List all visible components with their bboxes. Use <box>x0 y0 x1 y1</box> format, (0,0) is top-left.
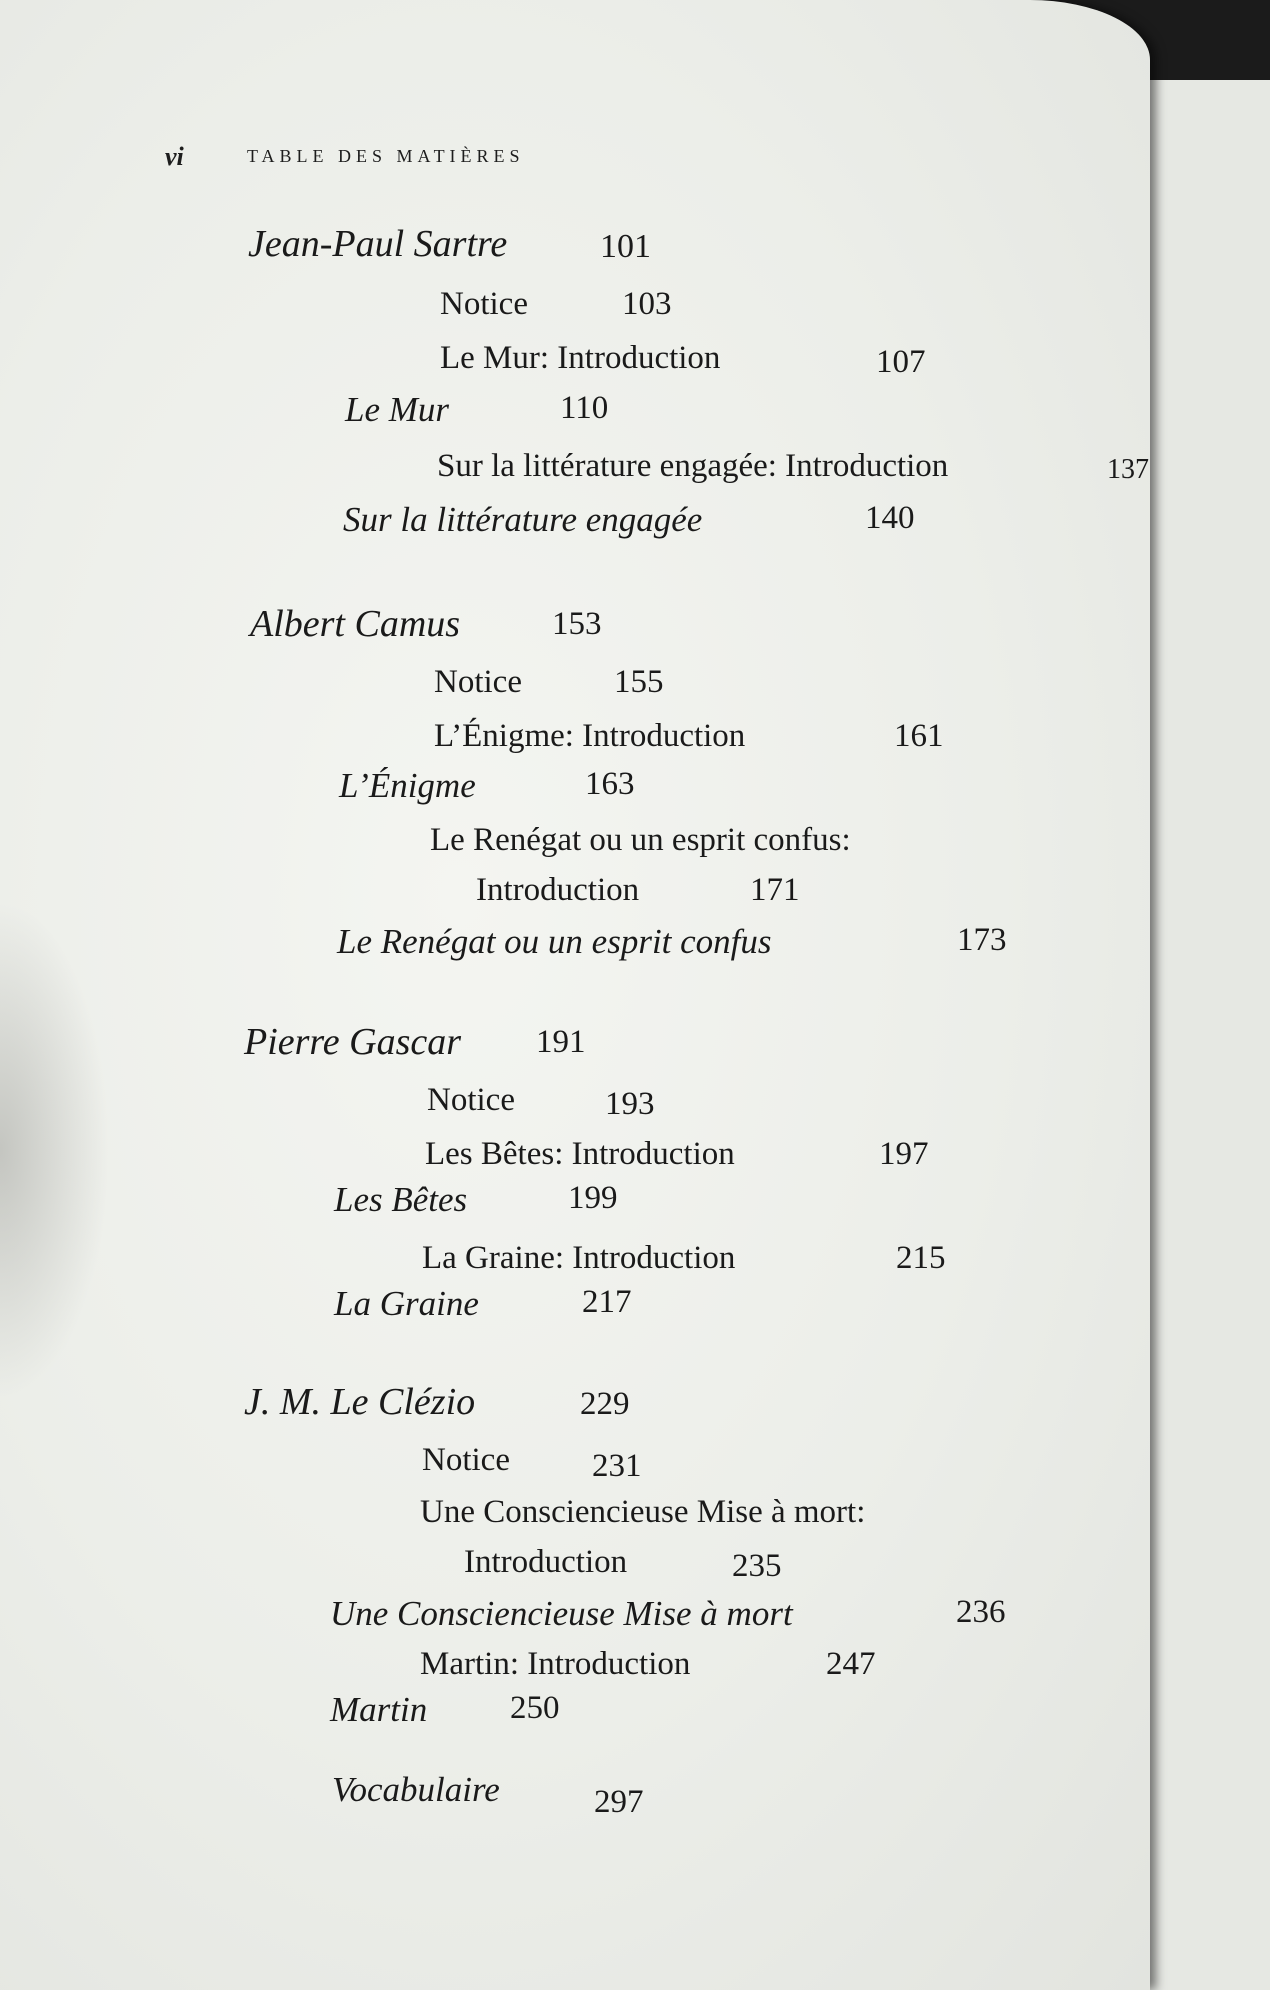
work-title: La Graine <box>334 1284 479 1323</box>
page-ref: 107 <box>876 344 926 380</box>
entry-label: Notice <box>440 286 528 322</box>
entry-label: Notice <box>434 664 522 700</box>
page-ref: 110 <box>560 390 609 426</box>
page-ref: 173 <box>957 922 1007 958</box>
entry-label: Martin: Introduction <box>420 1646 691 1682</box>
work-title: Le Mur <box>345 390 450 429</box>
author-name: J. M. Le Clézio <box>244 1381 476 1423</box>
page-ref: 235 <box>732 1548 782 1584</box>
work-title: Martin <box>330 1690 428 1729</box>
running-title: TABLE DES MATIÈRES <box>247 146 525 166</box>
toc-subentry <box>422 1240 946 1277</box>
entry-label: Sur la littérature engagée: Introduction <box>437 448 949 484</box>
work-title: Sur la littérature engagée <box>343 500 703 539</box>
toc-work-entry <box>330 1594 1006 1634</box>
page-ref: 140 <box>865 500 915 536</box>
page-ref: 217 <box>582 1284 632 1320</box>
entry-label: Notice <box>427 1082 515 1118</box>
page-ref: 137 <box>1107 454 1149 485</box>
entry-label: Le Mur: Introduction <box>440 340 721 376</box>
page-header <box>165 142 525 172</box>
toc-subentry <box>437 448 1149 485</box>
toc-author-entry <box>244 1380 630 1424</box>
page-ref: 163 <box>585 766 635 802</box>
entry-label: Introduction <box>464 1544 628 1580</box>
facing-page-edge <box>1140 80 1270 1990</box>
toc-work-entry <box>334 1284 632 1324</box>
toc-subentry <box>476 872 800 909</box>
toc-author-entry <box>248 222 651 266</box>
entry-label: Une Consciencieuse Mise à mort: <box>420 1494 866 1530</box>
page-ref: 191 <box>536 1024 586 1060</box>
toc-notice-entry <box>427 1082 655 1122</box>
work-title: Les Bêtes <box>334 1180 468 1219</box>
page-ref: 199 <box>568 1180 618 1216</box>
work-title: Vocabulaire <box>332 1770 500 1809</box>
page-ref: 101 <box>600 228 651 265</box>
page-ref: 229 <box>580 1386 630 1422</box>
toc-notice-entry <box>422 1442 642 1484</box>
author-name: Pierre Gascar <box>244 1021 462 1063</box>
page-ref: 155 <box>614 664 664 700</box>
page-ref: 297 <box>594 1784 644 1820</box>
page-ref: 161 <box>894 718 944 754</box>
page-ref: 103 <box>622 286 672 322</box>
page-shadow <box>0 900 110 1400</box>
toc-author-entry <box>244 1020 586 1064</box>
toc-notice-entry <box>434 664 664 701</box>
toc-work-entry <box>334 1180 618 1220</box>
toc-subentry <box>430 822 851 859</box>
toc-subentry <box>464 1544 782 1584</box>
page-ref: 247 <box>826 1646 876 1682</box>
toc-subentry <box>420 1646 876 1683</box>
toc-work-entry <box>339 766 635 806</box>
page-ref: 193 <box>605 1086 655 1122</box>
entry-label: La Graine: Introduction <box>422 1240 736 1276</box>
author-name: Albert Camus <box>250 603 461 645</box>
toc-subentry <box>434 718 944 755</box>
entry-label: Introduction <box>476 872 640 908</box>
entry-label: Le Renégat ou un esprit confus: <box>430 822 851 858</box>
page-ref: 153 <box>552 606 602 642</box>
toc-subentry <box>440 340 926 380</box>
work-title: Une Consciencieuse Mise à mort <box>330 1594 793 1633</box>
author-name: Jean-Paul Sartre <box>248 223 508 265</box>
toc-subentry <box>420 1494 865 1531</box>
entry-label: Notice <box>422 1442 510 1478</box>
entry-label: L’Énigme: Introduction <box>434 718 746 754</box>
toc-work-entry <box>345 390 609 430</box>
page-ref: 215 <box>896 1240 946 1276</box>
toc-work-entry <box>330 1690 560 1730</box>
entry-label: Les Bêtes: Introduction <box>425 1136 735 1172</box>
toc-work-entry <box>337 922 1007 962</box>
page-ref: 171 <box>750 872 800 908</box>
toc-vocabulaire-entry <box>332 1770 644 1820</box>
work-title: Le Renégat ou un esprit confus <box>337 922 772 961</box>
page-ref: 231 <box>592 1448 642 1484</box>
page-number-folio: vi <box>165 142 184 171</box>
page-ref: 250 <box>510 1690 560 1726</box>
toc-subentry <box>425 1136 929 1173</box>
toc-notice-entry <box>440 286 672 323</box>
work-title: L’Énigme <box>339 766 476 805</box>
toc-work-entry <box>343 500 915 540</box>
page-ref: 197 <box>879 1136 929 1172</box>
toc-author-entry <box>250 602 602 646</box>
page-ref: 236 <box>956 1594 1006 1630</box>
